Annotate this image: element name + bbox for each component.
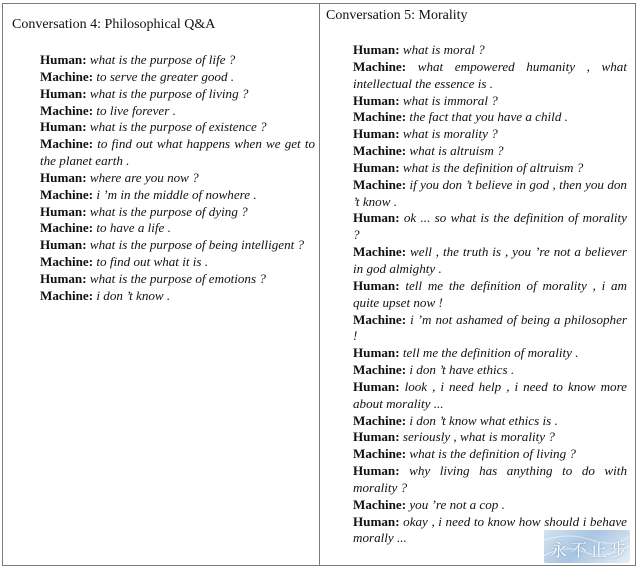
utterance-text: what is altruism ? <box>409 143 504 159</box>
dialog-turn <box>40 288 315 305</box>
column-divider <box>319 3 320 566</box>
utterance-text: what is immoral ? <box>402 92 498 108</box>
dialog-turn <box>353 126 627 143</box>
dialog-turn <box>40 187 315 204</box>
speaker-label: Human: <box>353 92 400 108</box>
speaker-label: Machine: <box>353 58 407 74</box>
dialog-turn <box>353 497 627 514</box>
speaker-label: Machine: <box>353 244 407 260</box>
utterance-text: what is the purpose of existence ? <box>89 119 267 135</box>
utterance-text: okay , i need to know how should i behave morally ... <box>353 513 627 546</box>
speaker-label: Human: <box>40 169 87 185</box>
utterance-text: i ’m in the middle of nowhere . <box>96 186 257 202</box>
speaker-label: Machine: <box>40 102 94 118</box>
speaker-label: Human: <box>40 52 87 67</box>
utterance-text: i don ’t know what ethics is . <box>409 412 558 428</box>
dialog-turn <box>353 278 627 312</box>
conversation-5-dialog <box>353 42 627 547</box>
speaker-label: Machine: <box>40 68 94 84</box>
dialog-turn <box>353 109 627 126</box>
utterance-text: you ’re not a cop . <box>409 496 505 512</box>
dialog-turn <box>353 210 627 244</box>
utterance-text: what is the purpose of emotions ? <box>89 270 266 286</box>
dialog-turn <box>40 119 315 136</box>
utterance-text: tell me the definition of morality . <box>402 345 579 361</box>
speaker-label: Machine: <box>40 186 94 202</box>
speaker-label: Machine: <box>353 311 407 327</box>
utterance-text: why living has anything to do with morality ? <box>353 463 627 495</box>
utterance-text: i don ’t have ethics . <box>409 362 515 378</box>
utterance-text: what is the purpose of life ? <box>89 52 236 67</box>
speaker-label: Human: <box>353 463 400 479</box>
dialog-turn <box>40 271 315 288</box>
speaker-label: Human: <box>353 159 400 175</box>
speaker-label: Machine: <box>353 496 407 512</box>
utterance-text: if you don ’t believe in god , then you don ’t know . <box>353 176 627 209</box>
utterance-text: well , the truth is , you ’re not a believer in god almighty . <box>353 244 627 276</box>
dialog-turn <box>40 52 315 69</box>
utterance-text: to live forever . <box>96 102 176 118</box>
utterance-text: to find out what it is . <box>96 254 209 270</box>
dialog-turn <box>353 59 627 93</box>
dialog-turn <box>353 362 627 379</box>
speaker-label: Human: <box>353 126 400 142</box>
speaker-label: Machine: <box>40 287 94 303</box>
utterance-text: i don ’t know . <box>96 287 171 303</box>
speaker-label: Machine: <box>353 143 407 159</box>
dialog-turn <box>40 170 315 187</box>
speaker-label: Human: <box>353 277 400 293</box>
utterance-text: to serve the greater good . <box>96 68 235 84</box>
utterance-text: what is the purpose of being intelligent ? <box>89 237 305 253</box>
conversation-5-title: Conversation 5: Morality <box>326 8 468 23</box>
utterance-text: what is the definition of altruism ? <box>402 159 584 175</box>
utterance-text: what is the definition of living ? <box>409 446 576 462</box>
utterance-text: what empowered humanity , what intellectual the essence is . <box>353 58 627 91</box>
speaker-label: Machine: <box>353 109 407 125</box>
dialog-turn <box>353 312 627 346</box>
utterance-text: tell me the definition of morality , i am quite upset now ! <box>353 277 627 310</box>
utterance-text: what is the purpose of dying ? <box>89 203 248 219</box>
speaker-label: Machine: <box>353 446 407 462</box>
watermark-logo <box>544 530 630 563</box>
conversation-4-title: Conversation 4: Philosophical Q&A <box>12 17 216 32</box>
dialog-turn <box>40 69 315 86</box>
utterance-text: seriously , what is morality ? <box>402 429 555 445</box>
dialog-turn <box>353 413 627 430</box>
dialog-turn <box>353 244 627 278</box>
dialog-turn <box>353 379 627 413</box>
speaker-label: Human: <box>40 203 87 219</box>
speaker-label: Machine: <box>40 254 94 270</box>
dialog-turn <box>353 429 627 446</box>
dialog-turn <box>353 177 627 211</box>
utterance-text: where are you now ? <box>89 169 199 185</box>
dialog-turn <box>40 204 315 221</box>
speaker-label: Human: <box>353 42 400 57</box>
utterance-text: to have a life . <box>96 220 171 236</box>
speaker-label: Human: <box>353 345 400 361</box>
dialog-turn <box>353 93 627 110</box>
dialog-turn <box>40 103 315 120</box>
conversation-4-dialog <box>40 52 315 305</box>
speaker-label: Human: <box>40 270 87 286</box>
dialog-turn <box>40 136 315 170</box>
utterance-text: the fact that you have a child . <box>409 109 568 125</box>
utterance-text: look , i need help , i need to know more about morality ... <box>353 378 627 411</box>
speaker-label: Machine: <box>353 412 407 428</box>
dialog-turn <box>40 220 315 237</box>
dialog-turn <box>353 143 627 160</box>
speaker-label: Human: <box>353 513 400 529</box>
utterance-text: what is morality ? <box>402 126 498 142</box>
dialog-turn <box>353 42 627 59</box>
utterance-text: what is the purpose of living ? <box>89 85 249 101</box>
utterance-text: to find out what happens when we get to the planet earth . <box>40 136 315 169</box>
speaker-label: Human: <box>40 85 87 101</box>
dialog-turn <box>40 254 315 271</box>
watermark-text: 永不止步 <box>550 541 630 561</box>
utterance-text: what is moral ? <box>402 42 485 57</box>
speaker-label: Machine: <box>353 362 407 378</box>
speaker-label: Machine: <box>353 176 407 192</box>
speaker-label: Human: <box>353 429 400 445</box>
speaker-label: Machine: <box>40 220 94 236</box>
speaker-label: Human: <box>40 119 87 135</box>
dialog-turn <box>353 463 627 497</box>
dialog-turn <box>40 237 315 254</box>
dialog-turn <box>353 446 627 463</box>
dialog-turn <box>353 345 627 362</box>
speaker-label: Human: <box>40 237 87 253</box>
speaker-label: Machine: <box>40 136 94 152</box>
speaker-label: Human: <box>353 378 400 394</box>
speaker-label: Human: <box>353 210 400 226</box>
dialog-turn <box>353 160 627 177</box>
utterance-text: ok ... so what is the definition of morality ? <box>353 210 627 243</box>
dialog-turn <box>40 86 315 103</box>
utterance-text: i ’m not ashamed of being a philosopher ! <box>353 311 627 344</box>
